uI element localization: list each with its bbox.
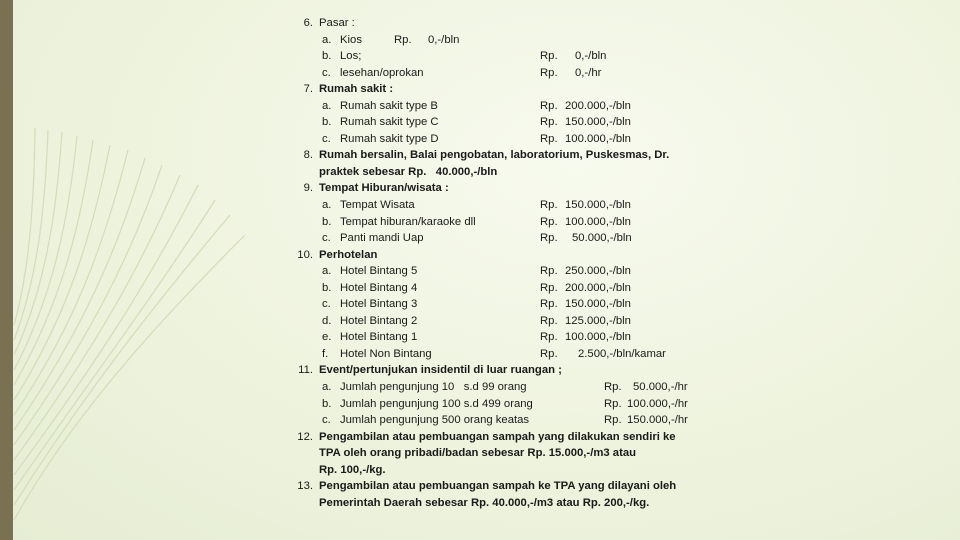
sub-item [298,114,718,131]
decorative-curves [0,0,260,540]
rp-label: Rp. [604,381,622,394]
rp-label: Rp. [540,132,558,145]
sub-item-text: e. Hotel Bintang 1 [322,331,418,344]
item-title-continued: TPA oleh orang pribadi/badan sebesar Rp. 15.000,-/m3 atau [319,447,637,460]
sub-item-text: a. Hotel Bintang 5 [322,265,418,278]
sub-item [298,412,718,429]
item-title-continued: praktek sebesar Rp. 40.000,-/bln [319,165,498,178]
sub-item-text: a. Tempat Wisata [322,199,415,212]
amount: 0,-/bln [575,50,607,63]
item-title: Pengambilan atau pembuangan sampah ke TPA yang dilayani oleh [319,480,677,493]
sub-item [298,98,718,115]
item-title-continued: Pemerintah Daerah sebesar Rp. 40.000,-/m3 atau Rp. 200,-/kg. [319,496,650,509]
item-title: Pasar : [319,17,355,29]
sub-item [298,32,718,49]
amount: 250.000,-/bln [565,265,631,278]
rp-label: Rp. [540,116,558,129]
item-number: 7. [303,83,313,96]
rp-label: Rp. [540,331,558,344]
item-9-heading [298,180,718,197]
sub-item-text: c. lesehan/oprokan [322,66,424,79]
item-title: Tempat Hiburan/wisata : [319,182,449,195]
sub-item [298,313,718,330]
sub-item-text: b. Rumah sakit type C [322,116,439,129]
item-title: Perhotelan [319,248,378,261]
amount: 50.000,-/hr [633,381,688,394]
amount: 150.000,-/hr [627,414,688,427]
amount: 200.000,-/bln [565,99,631,112]
sub-item-text: d. Hotel Bintang 2 [322,314,418,327]
sub-item [298,65,718,82]
item-number: 11. [298,364,313,377]
sub-item-text: c. Hotel Bintang 3 [322,298,418,311]
rp-label: Rp. [540,265,558,278]
item-title: Event/pertunjukan insidentil di luar ruangan ; [319,364,562,377]
item-8-heading [298,147,718,164]
amount: 0,-/bln [428,33,460,46]
rp-label: Rp. [540,215,558,228]
item-8-continuation [298,164,718,181]
amount: 125.000,-/bln [565,314,631,327]
item-number: 12. [297,430,313,443]
rp-label: Rp. [540,347,558,360]
amount: 100.000,-/hr [627,397,688,410]
tariff-list [298,15,718,511]
rp-label: Rp. [540,199,558,212]
sub-item [298,197,718,214]
amount: 100.000,-/bln [565,331,631,344]
item-13-continuation [298,495,718,512]
sub-item [298,263,718,280]
rp-label: Rp. [540,314,558,327]
amount: 0,-/hr [575,66,602,79]
amount: 100.000,-/bln [565,215,631,228]
rp-label: Rp. [540,281,558,294]
sub-item-text: c. Jumlah pengunjung 500 orang keatas [322,414,530,427]
item-6-heading [298,15,718,32]
sub-item-text: a. Jumlah pengunjung 10 s.d 99 orang [322,381,527,394]
item-number: 10. [297,248,313,261]
rp-label: Rp. [394,33,412,46]
sub-item-text: c. Panti mandi Uap [322,232,424,245]
rp-label: Rp. [540,66,558,79]
amount: 200.000,-/bln [565,281,631,294]
sub-item-text: f. Hotel Non Bintang [322,347,432,360]
amount: 150.000,-/bln [565,199,631,212]
sub-item-text: b. Tempat hiburan/karaoke dll [322,215,476,228]
item-title-continued: Rp. 100,-/kg. [319,463,386,476]
item-number: 6. [303,17,313,29]
item-title: Rumah bersalin, Balai pengobatan, laboratorium, Puskesmas, Dr. [319,149,670,162]
amount: 150.000,-/bln [565,116,631,129]
rp-label: Rp. [540,50,558,63]
sub-item [298,379,718,396]
sub-item [298,329,718,346]
item-title: Rumah sakit : [319,83,394,96]
item-12-continuation [298,445,718,462]
sub-item [298,296,718,313]
sub-item-text: b. Hotel Bintang 4 [322,281,418,294]
sub-item [298,396,718,413]
item-number: 8. [303,149,313,162]
sub-item-text: a. Kios [322,33,362,46]
amount: 50.000,-/bln [572,232,632,245]
item-12-continuation [298,462,718,479]
amount: 2.500,-/bln/kamar [578,347,666,360]
item-12-heading [298,429,718,446]
item-13-heading [298,478,718,495]
item-7-heading [298,81,718,98]
sub-item [298,48,718,65]
sub-item [298,214,718,231]
sub-item [298,131,718,148]
item-number: 13. [297,480,313,493]
rp-label: Rp. [604,414,622,427]
sub-item-text: c. Rumah sakit type D [322,132,439,145]
item-number: 9. [303,182,313,195]
amount: 150.000,-/bln [565,298,631,311]
item-11-heading [298,362,718,379]
amount: 100.000,-/bln [565,132,631,145]
sub-item [298,230,718,247]
sub-item [298,346,718,363]
item-10-heading [298,247,718,264]
rp-label: Rp. [540,232,558,245]
sub-item [298,280,718,297]
rp-label: Rp. [540,99,558,112]
sub-item-text: a. Rumah sakit type B [322,99,438,112]
rp-label: Rp. [540,298,558,311]
item-title: Pengambilan atau pembuangan sampah yang dilakukan sendiri ke [319,430,676,443]
sub-item-text: b. Los; [322,50,362,63]
rp-label: Rp. [604,397,622,410]
sub-item-text: b. Jumlah pengunjung 100 s.d 499 orang [322,397,533,410]
